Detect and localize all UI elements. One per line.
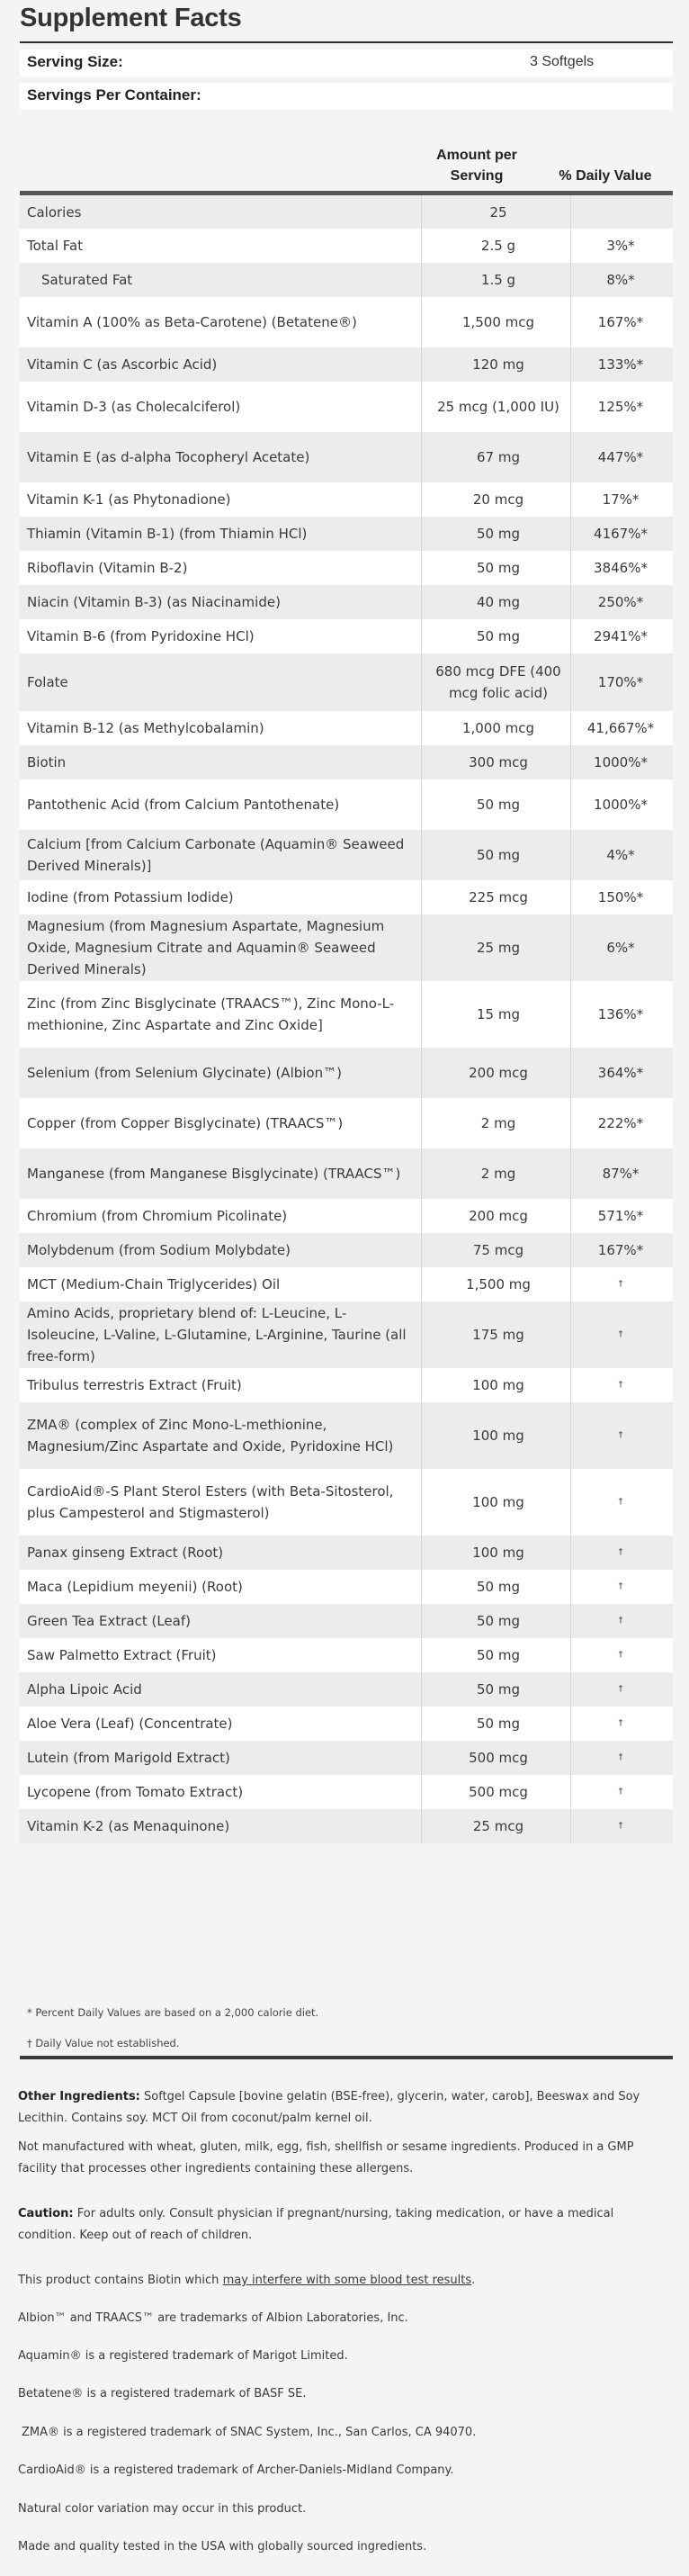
nutrient-daily-value: † — [618, 1329, 623, 1339]
nutrient-amount: 75 mcg — [472, 1242, 524, 1258]
caution-statement — [18, 2203, 666, 2247]
other-ingredients-text: Softgel Capsule [bovine gelatin (BSE-free), glycerin, water, carob], Beeswax and Soy Lecithin. Contains soy. MCT Oil from coconut/palm kernel oil. — [18, 2090, 640, 2125]
nutrient-name: Vitamin A (100% as Beta-Carotene) (Betatene®) — [27, 314, 357, 330]
nutrient-daily-value: † — [618, 1380, 623, 1390]
nutrient-name: Vitamin B-12 (as Methylcobalamin) — [27, 720, 264, 736]
column-divider — [421, 517, 422, 551]
nutrient-amount: 50 mg — [477, 797, 520, 813]
nutrient-row — [20, 619, 673, 653]
nutrient-row — [20, 517, 673, 551]
nutrient-name: Tribulus terrestris Extract (Fruit) — [27, 1377, 242, 1393]
nutrient-name: Thiamin (Vitamin B-1) (from Thiamin HCl) — [27, 526, 308, 542]
nutrient-row — [20, 1402, 673, 1469]
nutrient-amount: 1,500 mcg — [461, 314, 535, 330]
nutrient-daily-value: 3846%* — [594, 560, 648, 576]
column-divider — [421, 585, 422, 619]
nutrient-amount: 20 mcg — [472, 491, 524, 508]
nutrient-daily-value: † — [618, 1581, 623, 1591]
other-ingredients — [18, 2086, 666, 2130]
nutrient-amount: 40 mg — [477, 594, 520, 610]
footnote-daily-value: * Percent Daily Values are based on a 2,000 calorie diet. — [27, 2006, 319, 2019]
nutrient-row — [20, 1148, 673, 1199]
nutrient-daily-value: † — [618, 1547, 623, 1557]
nutrient-daily-value: † — [618, 1497, 623, 1507]
nutrient-name: MCT (Medium-Chain Triglycerides) Oil — [27, 1276, 281, 1293]
nutrient-amount: 1.5 g — [480, 272, 516, 288]
nutrient-row — [20, 1741, 673, 1775]
nutrient-amount: 50 mg — [477, 560, 520, 576]
nutrient-row — [20, 347, 673, 382]
nutrient-name: Vitamin E (as d-alpha Tocopheryl Acetate) — [27, 449, 310, 465]
nutrient-name: Saturated Fat — [41, 272, 133, 288]
nutrient-name: Iodine (from Potassium Iodide) — [27, 889, 234, 905]
column-divider — [421, 711, 422, 745]
nutrient-amount: 25 mcg — [472, 1818, 524, 1834]
nutrient-row — [20, 1302, 673, 1368]
column-divider — [421, 382, 422, 432]
nutrient-row — [20, 1233, 673, 1267]
column-divider — [421, 981, 422, 1048]
page-title: Supplement Facts — [20, 4, 242, 32]
nutrient-name: Magnesium (from Magnesium Aspartate, Magnesium Oxide, Magnesium Citrate and Aquamin® Seaweed Derived Minerals) — [27, 918, 385, 977]
nutrient-amount: 500 mcg — [469, 1784, 528, 1800]
nutrient-daily-value: 170%* — [597, 674, 644, 690]
nutrient-name: Calories — [27, 203, 82, 221]
column-divider — [421, 1707, 422, 1741]
amount-per-serving-header — [414, 145, 540, 186]
nutrient-amount: 200 mcg — [469, 1208, 528, 1224]
nutrient-name: Pantothenic Acid (from Calcium Pantothenate) — [27, 797, 340, 813]
nutrient-row — [20, 1199, 673, 1233]
trademark-cardioaid: CardioAid® is a registered trademark of Archer-Daniels-Midland Company. — [18, 2463, 454, 2477]
nutrient-row — [20, 1048, 673, 1098]
nutrient-row — [20, 711, 673, 745]
made-in-usa-note: Made and quality tested in the USA with globally sourced ingredients. — [18, 2540, 427, 2553]
column-divider — [421, 779, 422, 830]
column-divider — [421, 1672, 422, 1707]
nutrient-name: Alpha Lipoic Acid — [27, 1681, 142, 1698]
allergen-statement: Not manufactured with wheat, gluten, milk, egg, fish, shellfish or sesame ingredients. Produced in a GMP facility that processes other ingredients containing these allergens. — [18, 2140, 634, 2175]
nutrient-daily-value: † — [618, 1616, 623, 1626]
nutrient-name: Green Tea Extract (Leaf) — [27, 1613, 191, 1629]
column-divider — [421, 1302, 422, 1368]
column-divider — [421, 1098, 422, 1148]
caution-label: Caution: — [18, 2207, 74, 2220]
nutrient-amount: 225 mcg — [469, 889, 528, 905]
column-divider — [421, 1402, 422, 1469]
nutrient-daily-value: 3%* — [606, 238, 635, 254]
servings-per-container-row — [20, 83, 673, 110]
column-divider — [421, 432, 422, 482]
nutrient-daily-value: † — [618, 1787, 623, 1797]
nutrient-row — [20, 551, 673, 585]
nutrient-name: Zinc (from Zinc Bisglycinate (TRAACS™), Zinc Mono-L-methionine, Zinc Aspartate and Zinc Oxide] — [27, 995, 395, 1033]
nutrient-row — [20, 779, 673, 830]
nutrient-daily-value: 571%* — [597, 1208, 644, 1224]
nutrient-row — [20, 830, 673, 880]
nutrient-daily-value: 167%* — [597, 1242, 644, 1258]
nutrient-amount: 50 mg — [477, 847, 520, 863]
column-divider — [421, 1536, 422, 1570]
nutrient-daily-value: 167%* — [597, 314, 644, 330]
nutrient-amount: 67 mg — [477, 449, 520, 465]
nutrient-daily-value: 1000%* — [594, 797, 648, 813]
nutrient-daily-value: † — [618, 1821, 623, 1831]
nutrient-table — [20, 195, 673, 1843]
nutrient-row — [20, 745, 673, 779]
column-divider — [421, 1809, 422, 1843]
nutrient-amount: 50 mg — [477, 1579, 520, 1595]
column-divider — [421, 1368, 422, 1402]
nutrient-amount: 100 mg — [472, 1545, 524, 1561]
nutrient-amount: 2 mg — [480, 1115, 516, 1131]
column-divider — [421, 195, 422, 229]
column-divider — [421, 1469, 422, 1536]
nutrient-row — [20, 585, 673, 619]
nutrient-row — [20, 229, 673, 263]
nutrient-daily-value: 17%* — [602, 491, 640, 508]
nutrient-row — [20, 1098, 673, 1148]
nutrient-amount: 2 mg — [480, 1166, 516, 1182]
nutrient-amount: 2.5 g — [480, 238, 516, 254]
column-divider — [421, 1233, 422, 1267]
nutrient-daily-value: † — [618, 1684, 623, 1694]
nutrient-amount: 680 mcg DFE (400 mcg folic acid) — [435, 663, 561, 701]
title-rule — [20, 41, 673, 43]
nutrient-name: Lycopene (from Tomato Extract) — [27, 1784, 244, 1800]
column-divider — [421, 1048, 422, 1098]
nutrient-name: Aloe Vera (Leaf) (Concentrate) — [27, 1716, 233, 1732]
nutrient-daily-value: 250%* — [597, 594, 644, 610]
nutrient-daily-value: 87%* — [602, 1166, 640, 1182]
nutrient-amount: 25 mg — [477, 940, 520, 956]
column-divider — [421, 1199, 422, 1233]
biotin-text: This product contains Biotin which — [18, 2274, 219, 2287]
column-divider — [421, 297, 422, 347]
color-variation-note: Natural color variation may occur in this product. — [18, 2502, 307, 2516]
nutrient-daily-value: 364%* — [597, 1065, 644, 1081]
column-divider — [421, 1267, 422, 1302]
nutrient-daily-value: 2941%* — [594, 628, 648, 644]
nutrient-name: Lutein (from Marigold Extract) — [27, 1750, 230, 1766]
nutrient-name: Vitamin D-3 (as Cholecalciferol) — [27, 399, 241, 415]
nutrient-row — [20, 1809, 673, 1843]
nutrient-name: CardioAid®-S Plant Sterol Esters (with Beta-Sitosterol, plus Campesterol and Stigmasterol) — [27, 1483, 394, 1521]
nutrient-daily-value: 136%* — [597, 1006, 644, 1022]
footnote-dagger: † Daily Value not established. — [27, 2037, 180, 2049]
nutrient-daily-value: 447%* — [597, 449, 644, 465]
column-divider — [421, 1148, 422, 1199]
nutrient-name: Panax ginseng Extract (Root) — [27, 1545, 224, 1561]
nutrient-amount: 500 mcg — [469, 1750, 528, 1766]
column-divider — [421, 914, 422, 981]
column-divider — [421, 880, 422, 914]
nutrient-name: Vitamin C (as Ascorbic Acid) — [27, 356, 218, 373]
nutrient-row — [20, 1536, 673, 1570]
amount-header-line2: Serving — [450, 168, 504, 184]
trademark-zma: ZMA® is a registered trademark of SNAC System, Inc., San Carlos, CA 94070. — [22, 2426, 477, 2439]
nutrient-amount: 100 mg — [472, 1494, 524, 1510]
caution-text: For adults only. Consult physician if pregnant/nursing, taking medication, or have a medical condition. Keep out of reach of children. — [18, 2207, 614, 2242]
nutrient-row — [20, 432, 673, 482]
nutrient-row — [20, 482, 673, 517]
nutrient-amount: 1,500 mg — [466, 1276, 531, 1293]
nutrient-name: ZMA® (complex of Zinc Mono-L-methionine, Magnesium/Zinc Aspartate and Oxide, Pyridoxine HCl) — [27, 1417, 394, 1455]
trademark-betatene: Betatene® is a registered trademark of BASF SE. — [18, 2387, 307, 2400]
column-divider — [421, 619, 422, 653]
nutrient-row — [20, 195, 673, 229]
servings-per-container-label: Servings Per Container: — [27, 86, 201, 104]
nutrient-daily-value: † — [618, 1718, 623, 1728]
blood-test-link[interactable]: may interfere with some blood test results — [222, 2274, 472, 2287]
nutrient-row — [20, 914, 673, 981]
nutrient-daily-value: † — [618, 1650, 623, 1660]
nutrient-daily-value: 150%* — [597, 889, 644, 905]
nutrient-row — [20, 1604, 673, 1638]
serving-size-label: Serving Size: — [27, 53, 123, 70]
nutrient-name: Selenium (from Selenium Glycinate) (Albion™) — [27, 1065, 342, 1081]
nutrient-name: Calcium [from Calcium Carbonate (Aquamin® Seaweed Derived Minerals)] — [27, 836, 405, 874]
nutrient-daily-value: † — [618, 1279, 623, 1289]
column-divider — [421, 745, 422, 779]
column-divider — [421, 1775, 422, 1809]
column-divider — [421, 229, 422, 263]
nutrient-daily-value: 1000%* — [594, 754, 648, 770]
serving-size-row — [20, 50, 673, 77]
nutrient-row — [20, 263, 673, 297]
nutrient-name: Vitamin B-6 (from Pyridoxine HCl) — [27, 628, 255, 644]
nutrient-daily-value: 4167%* — [594, 526, 648, 542]
nutrient-row — [20, 1672, 673, 1707]
nutrient-amount: 200 mcg — [469, 1065, 528, 1081]
daily-value-header: % Daily Value — [559, 168, 652, 184]
nutrient-daily-value: 4%* — [606, 847, 635, 863]
nutrient-daily-value: 133%* — [597, 356, 644, 373]
nutrient-row — [20, 1368, 673, 1402]
nutrient-name: Amino Acids, proprietary blend of: L-Leucine, L-Isoleucine, L-Valine, L-Glutamine, L-Arginine, Taurine (all free-form) — [27, 1305, 407, 1365]
biotin-period: . — [471, 2274, 476, 2287]
nutrient-row — [20, 297, 673, 347]
nutrient-name: Total Fat — [27, 238, 84, 254]
nutrient-amount: 50 mg — [477, 1681, 520, 1698]
nutrient-row — [20, 1775, 673, 1809]
column-divider — [421, 1638, 422, 1672]
nutrient-amount: 300 mcg — [469, 754, 528, 770]
nutrient-amount: 50 mg — [477, 1716, 520, 1732]
serving-size-value: 3 Softgels — [530, 54, 595, 69]
nutrient-name: Vitamin K-1 (as Phytonadione) — [27, 491, 231, 508]
nutrient-amount: 50 mg — [477, 628, 520, 644]
nutrient-amount: 175 mg — [472, 1327, 524, 1343]
column-divider — [421, 1570, 422, 1604]
column-divider — [421, 1741, 422, 1775]
column-divider — [421, 347, 422, 382]
nutrient-name: Riboflavin (Vitamin B-2) — [27, 560, 188, 576]
nutrient-amount: 1,000 mcg — [461, 720, 535, 736]
nutrient-row — [20, 1469, 673, 1536]
nutrient-amount: 25 — [489, 203, 507, 221]
nutrient-row — [20, 1267, 673, 1302]
nutrient-amount: 100 mg — [472, 1428, 524, 1444]
column-divider — [421, 551, 422, 585]
nutrient-row — [20, 382, 673, 432]
nutrient-name: Biotin — [27, 754, 67, 770]
nutrient-name: Copper (from Copper Bisglycinate) (TRAACS™) — [27, 1115, 344, 1131]
nutrient-daily-value: 6%* — [606, 940, 635, 956]
nutrient-amount: 50 mg — [477, 1647, 520, 1663]
nutrient-daily-value: † — [618, 1430, 623, 1440]
nutrient-amount: 50 mg — [477, 1613, 520, 1629]
other-ingredients-label: Other Ingredients: — [18, 2090, 140, 2103]
nutrient-name: Chromium (from Chromium Picolinate) — [27, 1208, 288, 1224]
nutrient-amount: 15 mg — [477, 1006, 520, 1022]
bottom-rule — [20, 2056, 673, 2059]
nutrient-row — [20, 880, 673, 914]
amount-header-line1: Amount per — [436, 148, 517, 163]
nutrient-name: Niacin (Vitamin B-3) (as Niacinamide) — [27, 594, 281, 610]
nutrient-name: Saw Palmetto Extract (Fruit) — [27, 1647, 217, 1663]
nutrient-amount: 25 mcg (1,000 IU) — [437, 399, 559, 415]
trademark-aquamin: Aquamin® is a registered trademark of Marigot Limited. — [18, 2349, 348, 2363]
trademark-albion: Albion™ and TRAACS™ are trademarks of Albion Laboratories, Inc. — [18, 2311, 408, 2325]
nutrient-amount: 50 mg — [477, 526, 520, 542]
nutrient-name: Molybdenum (from Sodium Molybdate) — [27, 1242, 291, 1258]
column-divider — [421, 1604, 422, 1638]
nutrient-name: Maca (Lepidium meyenii) (Root) — [27, 1579, 243, 1595]
nutrient-row — [20, 1707, 673, 1741]
nutrient-daily-value: 125%* — [597, 399, 644, 415]
nutrient-row — [20, 653, 673, 711]
nutrient-amount: 100 mg — [472, 1377, 524, 1393]
nutrient-daily-value: † — [618, 1752, 623, 1762]
nutrient-name: Manganese (from Manganese Bisglycinate) (TRAACS™) — [27, 1166, 401, 1182]
nutrient-name: Folate — [27, 674, 68, 690]
nutrient-row — [20, 1570, 673, 1604]
nutrient-daily-value: 8%* — [606, 272, 635, 288]
nutrient-name: Vitamin K-2 (as Menaquinone) — [27, 1818, 230, 1834]
nutrient-daily-value: 222%* — [597, 1115, 644, 1131]
column-divider — [421, 830, 422, 880]
column-divider — [421, 482, 422, 517]
biotin-statement — [18, 2270, 666, 2292]
nutrient-row — [20, 981, 673, 1048]
column-divider — [421, 653, 422, 711]
nutrient-row — [20, 1638, 673, 1672]
nutrient-daily-value: 41,667%* — [586, 720, 655, 736]
nutrient-amount: 120 mg — [472, 356, 524, 373]
